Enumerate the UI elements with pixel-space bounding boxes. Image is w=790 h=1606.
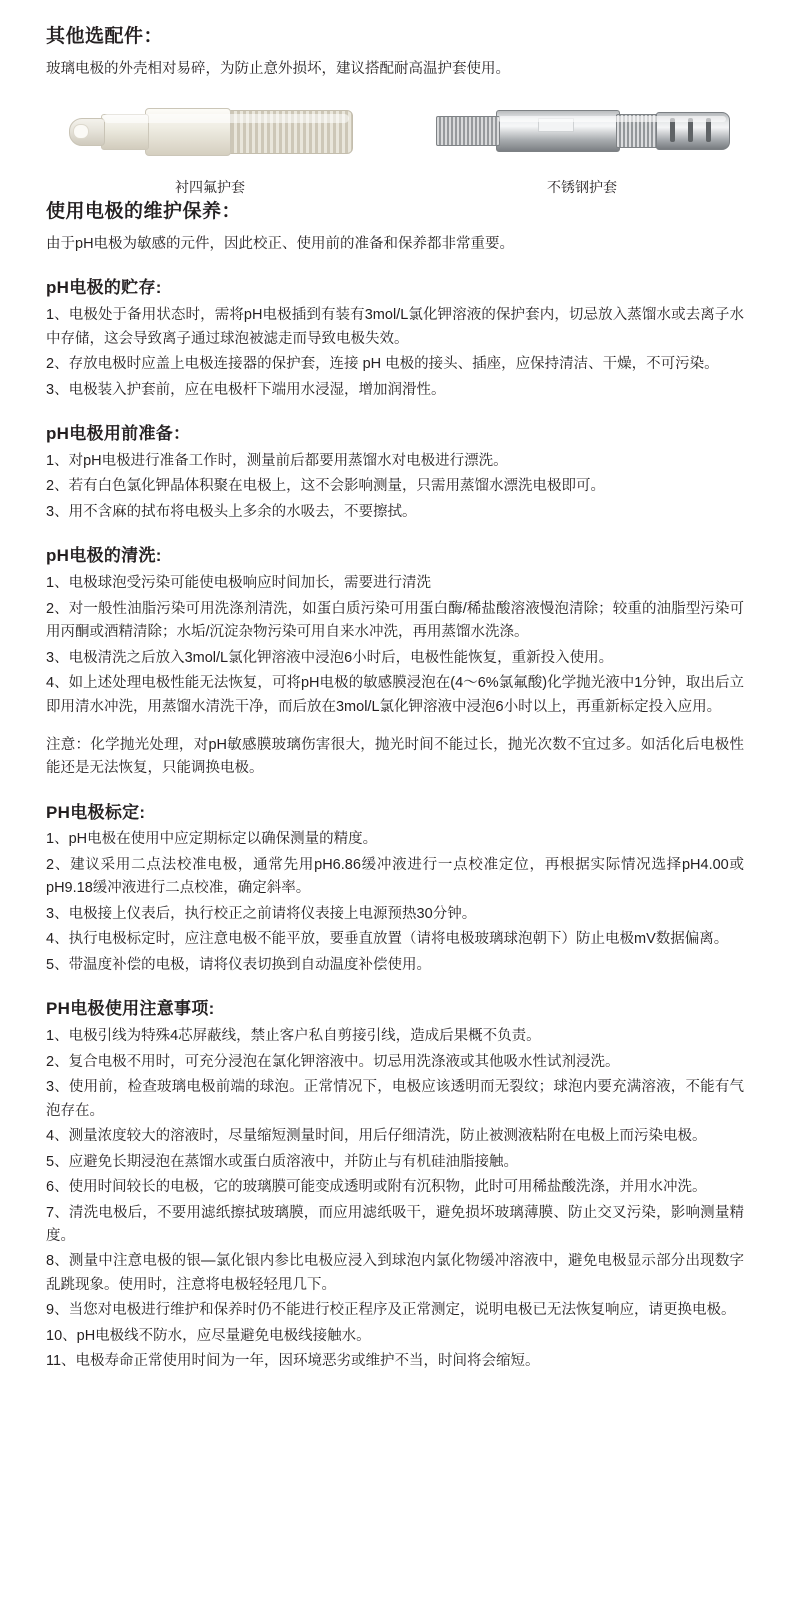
ptfe-sleeve-image bbox=[60, 95, 360, 167]
list-item: 10、pH电极线不防水，应尽量避免电极线接触水。 bbox=[46, 1327, 371, 1344]
list-item: 1、pH电极在使用中应定期标定以确保测量的精度。 bbox=[46, 831, 378, 848]
preparation-list bbox=[46, 450, 744, 524]
maintenance-title: 使用电极的维护保养： bbox=[46, 201, 242, 223]
list-item: 3、用不含麻的拭布将电极头上多余的水吸去，不要擦拭。 bbox=[46, 503, 417, 520]
precautions-list bbox=[46, 1025, 744, 1374]
cleaning-title: pH电极的清洗: bbox=[46, 546, 162, 566]
calibration-list bbox=[46, 828, 744, 977]
list-item: 3、电极装入护套前，应在电极杆下端用水浸湿，增加润滑性。 bbox=[46, 381, 446, 398]
maintenance-intro: 由于pH电极为敏感的元件，因此校正、使用前的准备和保养都非常重要。 bbox=[46, 235, 515, 252]
list-item: 1、电极处于备用状态时，需将pH电极插到有装有3mol/L氯化钾溶液的保护套内，切忌放入蒸馏水或去离子水中存储，这会导致离子通过球泡被滤走而导致电极失效。 bbox=[46, 307, 744, 347]
list-item: 4、如上述处理电极性能无法恢复，可将pH电极的敏感膜浸泡在(4～6%氯氟酸)化学抛光液中1分钟，取出后立即用清水冲洗，用蒸馏水清洗干净，而后放在3mol/L氯化钾溶液中浸泡6小时以上，再重新标定投入应用。 bbox=[46, 675, 744, 715]
list-item: 4、执行电极标定时，应注意电极不能平放，要垂直放置（请将电极玻璃球泡朝下）防止电极mV数据偏离。 bbox=[46, 931, 729, 948]
storage-list bbox=[46, 304, 744, 402]
storage-title: pH电极的贮存: bbox=[46, 278, 162, 298]
figure-caption-ptfe: 衬四氟护套 bbox=[175, 179, 245, 196]
accessory-figures bbox=[46, 95, 744, 197]
list-item: 4、测量浓度较大的溶液时，尽量缩短测量时间，用后仔细清洗，防止被测液粘附在电极上而污染电极。 bbox=[46, 1128, 707, 1145]
list-item: 3、电极清洗之后放入3mol/L氯化钾溶液中浸泡6小时后，电极性能恢复，重新投入使用。 bbox=[46, 649, 614, 666]
list-item: 3、电极接上仪表后，执行校正之前请将仪表接上电源预热30分钟。 bbox=[46, 905, 477, 922]
list-item: 5、带温度补偿的电极，请将仪表切换到自动温度补偿使用。 bbox=[46, 956, 432, 973]
preparation-title: pH电极用前准备： bbox=[46, 424, 191, 444]
list-item: 8、测量中注意电极的银—氯化银内参比电极应浸入到球泡内氯化物缓冲溶液中，避免电极显示部分出现数字乱跳现象。使用时，注意将电极轻轻甩几下。 bbox=[46, 1253, 744, 1293]
figure-caption-stainless: 不锈钢护套 bbox=[547, 179, 617, 196]
list-item: 6、使用时间较长的电极，它的玻璃膜可能变成透明或附有沉积物，此时可用稀盐酸洗涤，并用水冲洗。 bbox=[46, 1179, 707, 1196]
list-item: 1、电极球泡受污染可能使电极响应时间加长，需要进行清洗 bbox=[46, 575, 432, 592]
list-item: 2、若有白色氯化钾晶体积聚在电极上，这不会影响测量，只需用蒸馏水漂洗电极即可。 bbox=[46, 478, 606, 495]
list-item: 3、使用前，检查玻璃电极前端的球泡。正常情况下，电极应该透明而无裂纹；球泡内要充满溶液，不能有气泡存在。 bbox=[46, 1079, 744, 1119]
list-item: 2、对一般性油脂污染可用洗涤剂清洗，如蛋白质污染可用蛋白酶/稀盐酸溶液慢泡清除；较重的油脂型污染可用丙酮或酒精清除；水垢/沉淀杂物污染可用自来水冲洗，再用蒸馏水洗涤。 bbox=[46, 600, 744, 641]
figure-stainless-sleeve bbox=[432, 95, 732, 197]
list-item: 7、清洗电极后，不要用滤纸擦拭玻璃膜，而应用滤纸吸干，避免损坏玻璃薄膜、防止交叉污染，影响测量精度。 bbox=[46, 1204, 744, 1244]
cleaning-note: 注意：化学抛光处理，对pH敏感膜玻璃伤害很大，抛光时间不能过长，抛光次数不宜过多。如活化后电极性能还是无法恢复，只能调换电极。 bbox=[46, 736, 744, 777]
calibration-title: PH电极标定: bbox=[46, 802, 146, 822]
list-item: 1、电极引线为特殊4芯屏蔽线，禁止客户私自剪接引线，造成后果概不负责。 bbox=[46, 1028, 541, 1045]
list-item: 11、电极寿命正常使用时间为一年，因环境恶劣或维护不当，时间将会缩短。 bbox=[46, 1353, 540, 1370]
accessories-description: 玻璃电极的外壳相对易碎，为防止意外损坏，建议搭配耐高温护套使用。 bbox=[46, 60, 510, 77]
precautions-title: PH电极使用注意事项: bbox=[46, 999, 215, 1019]
list-item: 9、当您对电极进行维护和保养时仍不能进行校正程序及正常测定，说明电极已无法恢复响应，请更换电极。 bbox=[46, 1302, 736, 1319]
cleaning-list bbox=[46, 572, 744, 780]
stainless-steel-sleeve-image bbox=[432, 95, 732, 167]
list-item: 1、对pH电极进行准备工作时，测量前后都要用蒸馏水对电极进行漂洗。 bbox=[46, 453, 508, 469]
figure-ptfe-sleeve bbox=[60, 95, 360, 197]
list-item: 2、复合电极不用时，可充分浸泡在氯化钾溶液中。切忌用洗涤液或其他吸水性试剂浸洗。 bbox=[46, 1053, 620, 1070]
list-item: 5、应避免长期浸泡在蒸馏水或蛋白质溶液中，并防止与有机硅油脂接触。 bbox=[46, 1153, 519, 1170]
list-item: 2、存放电极时应盖上电极连接器的保护套，连接 pH 电极的接头、插座，应保持清洁、干燥，不可污染。 bbox=[46, 356, 719, 373]
accessories-title: 其他选配件： bbox=[46, 26, 164, 47]
list-item: 2、建议采用二点法校准电极，通常先用pH6.86缓冲液进行一点校准定位，再根据实际情况选择pH4.00或pH9.18缓冲液进行二点校准，确定斜率。 bbox=[46, 856, 744, 897]
